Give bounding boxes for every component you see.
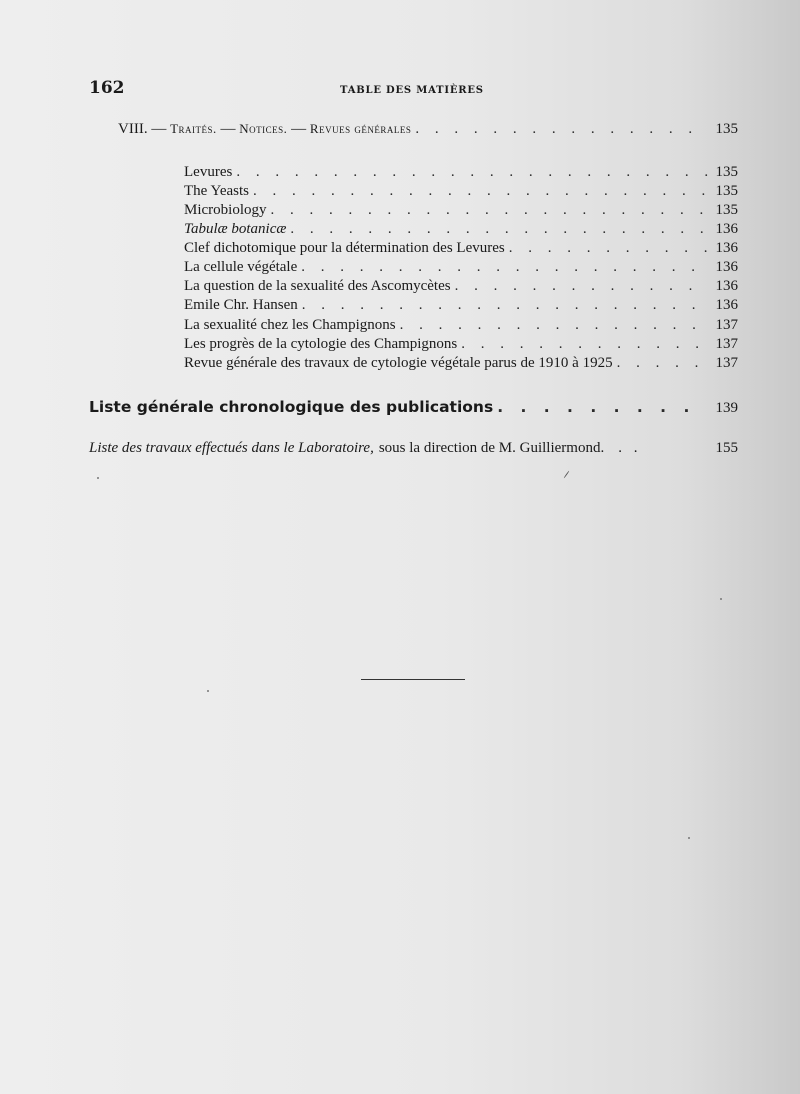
toc-entry <box>184 259 738 278</box>
entry-title: Clef dichotomique pour la détermination des Levures <box>184 240 505 256</box>
section-separator: — <box>220 121 236 137</box>
entry-page: 136 <box>715 240 738 256</box>
publications-title: Liste générale chronologique des publications <box>89 398 494 416</box>
section-page: 135 <box>715 121 738 137</box>
toc-entry <box>184 336 738 355</box>
toc-entry <box>184 278 738 297</box>
travaux-page: 155 <box>715 440 738 456</box>
running-head: TABLE DES MATIÈRES <box>340 85 484 96</box>
toc-travaux <box>89 440 738 457</box>
entry-title: Tabulæ botanicæ <box>184 221 287 237</box>
entry-title: Levures <box>184 164 233 180</box>
dot-leader <box>617 355 708 372</box>
section-traites: Traités. <box>170 121 217 136</box>
entry-page: 136 <box>715 278 738 294</box>
section-label <box>118 121 411 138</box>
paper-speck <box>564 471 570 479</box>
dot-leader <box>455 278 708 295</box>
section-roman: VIII. — <box>118 121 167 137</box>
toc-section-viii <box>118 121 738 138</box>
dot-leader <box>461 336 708 353</box>
toc-entry <box>184 355 738 374</box>
section-notices: Notices. <box>239 121 288 136</box>
toc-entry <box>184 240 738 259</box>
entry-title: Microbiology <box>184 202 267 218</box>
dot-leader <box>253 183 708 200</box>
dot-leader <box>400 317 708 334</box>
paper-speck <box>688 837 690 839</box>
toc-entry <box>184 297 738 316</box>
toc-publications <box>89 398 738 417</box>
dot-leader <box>236 164 708 181</box>
page-number: 162 <box>89 78 125 98</box>
toc-entry <box>184 317 738 336</box>
entry-title: Les progrès de la cytologie des Champignons <box>184 336 458 352</box>
entry-page: 135 <box>715 183 738 199</box>
dot-leader <box>497 398 708 416</box>
entry-page: 135 <box>715 164 738 180</box>
entry-page: 136 <box>715 259 738 275</box>
toc-entry <box>184 202 738 221</box>
dot-leader <box>301 259 708 276</box>
paper-speck <box>720 598 722 600</box>
entry-title: La question de la sexualité des Ascomycètes <box>184 278 451 294</box>
dot-leader <box>271 202 709 219</box>
dot-leader <box>509 240 708 257</box>
dot-leader: . . <box>618 440 642 456</box>
dot-leader <box>415 121 708 138</box>
entry-page: 135 <box>715 202 738 218</box>
travaux-title-italic: Liste des travaux effectués dans le Laboratoire, <box>89 440 374 456</box>
dot-leader <box>302 297 708 314</box>
toc-entry <box>184 164 738 183</box>
section-separator: — <box>291 121 307 137</box>
entry-title: Emile Chr. Hansen <box>184 297 298 313</box>
travaux-title-rest: sous la direction de M. Guilliermond. <box>378 440 605 456</box>
entry-page: 136 <box>715 297 738 313</box>
entry-title: La sexualité chez les Champignons <box>184 317 396 333</box>
entry-page: 136 <box>715 221 738 237</box>
entry-page: 137 <box>715 317 738 333</box>
paper-speck <box>97 477 99 479</box>
toc-entry <box>184 221 738 240</box>
end-rule <box>361 679 465 680</box>
entry-title: Revue générale des travaux de cytologie végétale parus de 1910 à 1925 <box>184 355 613 371</box>
section-revues: Revues générales <box>309 121 412 136</box>
entry-page: 137 <box>715 355 738 371</box>
paper-speck <box>207 690 209 692</box>
dot-leader <box>290 221 708 238</box>
entry-page: 137 <box>715 336 738 352</box>
entry-title: The Yeasts <box>184 183 250 199</box>
publications-page: 139 <box>715 400 738 416</box>
toc-entry <box>184 183 738 202</box>
entry-title: La cellule végétale <box>184 259 298 275</box>
